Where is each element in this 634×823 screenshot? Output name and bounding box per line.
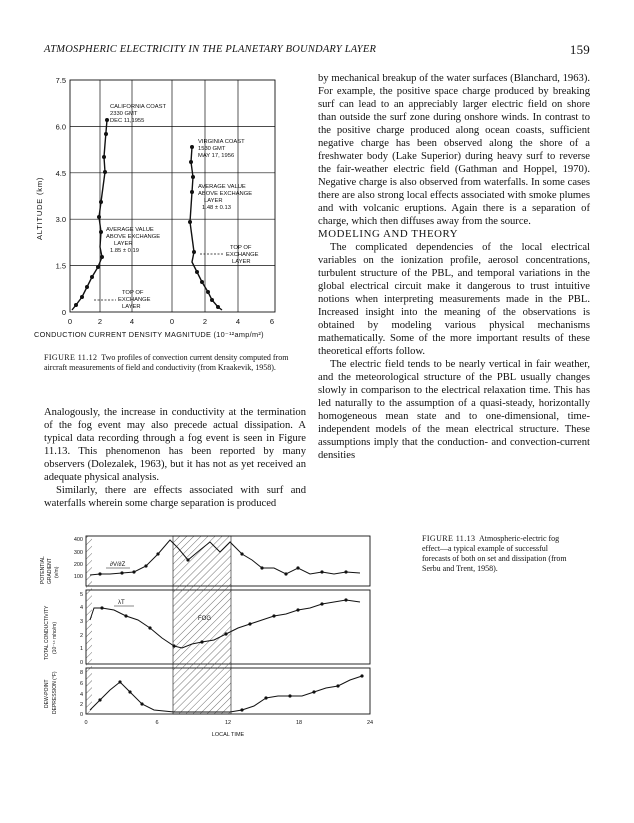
p1-label-3: (v/m) xyxy=(54,566,60,578)
virginia-profile xyxy=(190,147,222,310)
y-tick: 4.5 xyxy=(55,168,66,178)
p2-tick: 0 xyxy=(79,660,83,666)
p2-tick: 3 xyxy=(79,619,83,625)
annot-avg-right-1: AVERAGE VALUE xyxy=(198,184,246,190)
annot-top-left-3: LAYER xyxy=(122,304,141,310)
x-tick: 18 xyxy=(295,720,303,726)
p3-tick: 0 xyxy=(79,712,83,718)
y-tick: 6.0 xyxy=(55,122,66,132)
p1-label-1: POTENTIAL xyxy=(40,556,46,584)
p2-tick: 5 xyxy=(79,592,83,598)
lambda-label: λT xyxy=(118,600,125,606)
annot-top-right-3: LAYER xyxy=(232,259,251,265)
y-tick: 3.0 xyxy=(55,215,66,225)
annot-avg-right-3: LAYER xyxy=(204,198,223,204)
x-tick: 2 xyxy=(97,317,103,326)
right-column xyxy=(318,72,590,462)
paragraph: The complicated dependencies of the local electrical variables on the ionization profile, aerosol concentrations, turbulent structure of the PBL, and temporal variations in the global electrical circuit make it dangerous to trust intuitive notions when interpreting measurements made in the PBL. Increased insight into the meaning of the observations is obtained by modeling various physical mechanisms mathematically. Some of the more important results of these theoretical efforts follow. xyxy=(318,242,590,357)
figure-11-12 xyxy=(22,72,312,352)
p2-label-1: TOTAL CONDUCTIVITY xyxy=(44,605,50,660)
x-tick: 2 xyxy=(202,317,208,326)
caption-label: FIGURE 11.13 xyxy=(422,534,476,543)
figure-11-12-caption xyxy=(44,353,306,373)
p3-label-2: DEPRESSION (°F) xyxy=(52,671,58,714)
annot-top-right-2: EXCHANGE xyxy=(226,252,259,258)
x-tick: 0 xyxy=(67,317,73,326)
annot-top-right-1: TOP OF xyxy=(230,245,252,251)
x-tick: 24 xyxy=(366,720,374,726)
p3-label-1: DEW-POINT xyxy=(44,679,50,708)
annot-virginia-3: MAY 17, 1956 xyxy=(198,153,235,159)
p2-tick: 4 xyxy=(79,605,83,611)
p3-tick: 6 xyxy=(79,681,83,687)
fog-label: FOG xyxy=(198,616,211,622)
annot-avg-left-3: LAYER xyxy=(114,241,133,247)
x-tick: 4 xyxy=(235,317,241,326)
annot-avg-left-2: ABOVE EXCHANGE xyxy=(106,234,161,240)
annot-virginia-2: 1530 GMT xyxy=(198,146,226,152)
p1-tick: 300 xyxy=(73,550,83,556)
california-profile xyxy=(72,120,107,310)
paragraph: The electric field tends to be nearly vertical in fair weather, and the meteorological structure of the PBL usually changes slowly in comparison to the electrical relaxation time. This has led naturally to the assumption of a quasi-steady, horizontally homogeneous mean state and to one-dimensional, time-independent models of the mean electrical structure. These assumptions imply that the conduction- and convection-current densities xyxy=(318,359,590,461)
x-tick: 6 xyxy=(155,720,159,726)
p2-label-2: (10⁻¹⁴ mho/m) xyxy=(52,621,58,654)
x-tick: 0 xyxy=(169,317,175,326)
paragraph: by mechanical breakup of the water surfaces (Blanchard, 1963). For example, the positive space charge produced by breaking surf can lead to an appreciably larger electric field on shore than outside the surf zone during onshore winds. In contrast to the positive charge produced along ocean coasts, sufficient negative charge has been observed along the shore of a freshwater body (Lake Superior) during heavy surf to reverse the fair-weather electric field (Gathman and Hoppel, 1970). Negative charge is also observed from waterfalls. In some cases there are also strong local effects associated with smoke plumes and with volcanic eruptions. Again there is a separation of charge, which then diffuses away from the source. xyxy=(318,73,590,227)
x-tick: 0 xyxy=(84,720,88,726)
p1-label-2: GRADIENT xyxy=(47,558,53,584)
x-tick: 12 xyxy=(224,720,232,726)
running-header xyxy=(44,44,590,60)
figure-11-13 xyxy=(30,530,390,745)
y-tick: 1.5 xyxy=(55,261,66,271)
p2-tick: 1 xyxy=(79,646,83,652)
paragraph: Similarly, there are effects associated with surf and waterfalls wherein some charge separation is produced xyxy=(44,485,306,509)
x-tick: 6 xyxy=(269,317,275,326)
left-column xyxy=(44,406,306,510)
caption-text: Two profiles of convection current density computed from aircraft measurements of field and conductivity (from Kraakevik, 1958). xyxy=(44,353,289,372)
paragraph: Analogously, the increase in conductivity at the termination of the fog event may also precede actual dissipation. A typical data recording through a fog event is seen in Figure 11.13. This phenomenon has been reported by many observers (Dolezalek, 1963), but it has not as yet received an adequate physical analysis. xyxy=(44,407,306,483)
p2-tick: 2 xyxy=(79,633,83,639)
caption-text: Atmospheric-electric fog effect—a typical example of successful forecasts of both on set and dissipation (from Serbu and Trent, 1958). xyxy=(422,534,567,573)
page-number: 159 xyxy=(569,42,590,57)
x-tick: 4 xyxy=(129,317,135,326)
annot-avg-right-2: ABOVE EXCHANGE xyxy=(198,191,253,197)
p3-tick: 4 xyxy=(79,692,83,698)
annot-california-1: CALIFORNIA COAST xyxy=(110,104,167,110)
p3-tick: 8 xyxy=(79,670,83,676)
x-axis-label: CONDUCTION CURRENT DENSITY MAGNITUDE (10⁻¹²amp/m²) xyxy=(34,330,264,339)
section-heading: MODELING AND THEORY xyxy=(318,228,459,240)
annot-virginia-1: VIRGINIA COAST xyxy=(198,139,245,145)
annot-avg-left-1: AVERAGE VALUE xyxy=(106,227,154,233)
x-axis-label: LOCAL TIME xyxy=(211,732,245,738)
y-tick: 0 xyxy=(61,308,66,317)
annot-california-2: 2330 GMT xyxy=(110,111,138,117)
y-axis-label: ALTITUDE (km) xyxy=(35,176,44,240)
p1-tick: 100 xyxy=(73,574,83,580)
p3-tick: 2 xyxy=(79,702,83,708)
figure-11-13-caption xyxy=(422,534,572,574)
annot-top-left-2: EXCHANGE xyxy=(118,297,151,303)
california-points xyxy=(74,118,109,307)
annot-california-3: DEC 11,1955 xyxy=(110,118,145,124)
annot-avg-left-4: 1.85 ± 0.19 xyxy=(110,248,139,254)
p1-tick: 400 xyxy=(73,537,83,543)
caption-label: FIGURE 11.12 xyxy=(44,353,98,362)
y-tick: 7.5 xyxy=(55,76,66,85)
annot-avg-right-4: 1.48 ± 0.13 xyxy=(202,205,231,211)
p1-tick: 200 xyxy=(73,562,83,568)
dvdz-label: ∂V/∂Z xyxy=(110,562,126,568)
running-title: ATMOSPHERIC ELECTRICITY IN THE PLANETARY BOUNDARY LAYER xyxy=(44,44,377,55)
annot-top-left-1: TOP OF xyxy=(122,290,144,296)
